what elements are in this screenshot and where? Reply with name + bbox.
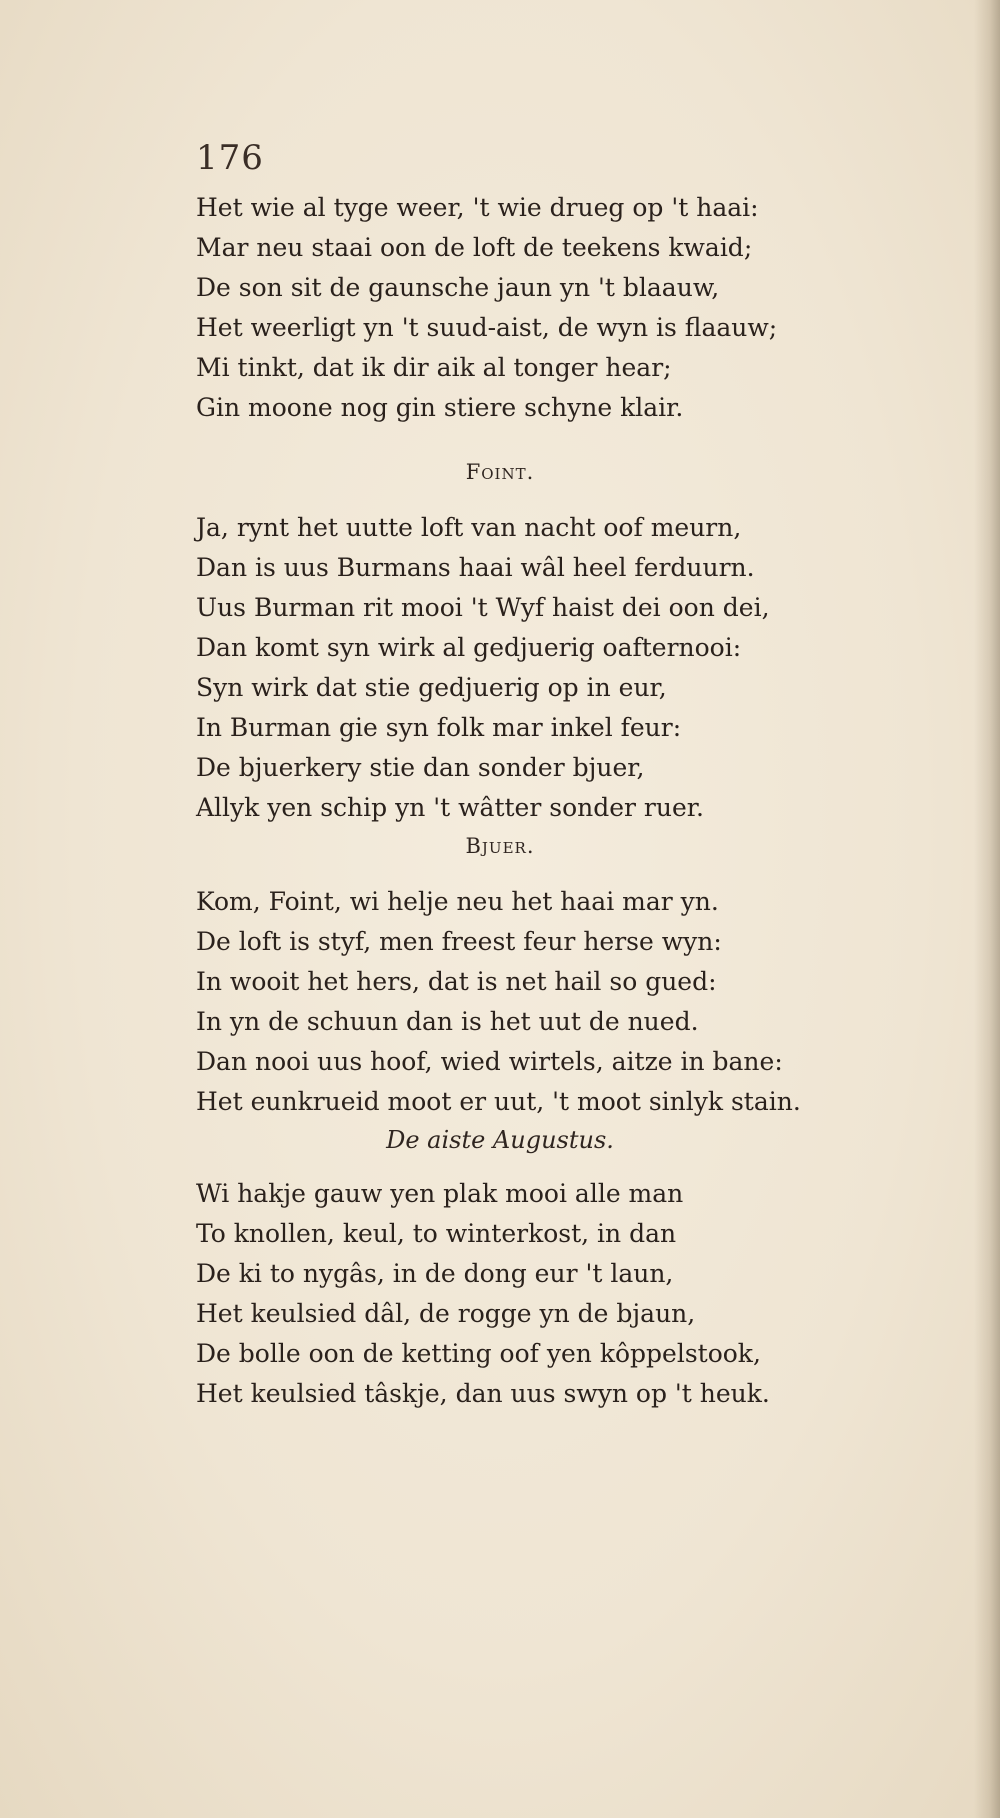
speaker-heading: Foint. — [465, 460, 535, 484]
verse-line: Allyk yen schip yn 't wâtter sonder ruer. — [196, 793, 704, 822]
verse-line: Mi tinkt, dat ik dir aik al tonger hear; — [196, 353, 672, 382]
verse-line: Uus Burman rit mooi 't Wyf haist dei oon dei, — [196, 593, 770, 622]
verse-line: Het wie al tyge weer, 't wie drueg op 't haai: — [196, 193, 759, 222]
verse-line: Wi hakje gauw yen plak mooi alle man — [196, 1179, 684, 1208]
verse-line: Mar neu staai oon de loft de teekens kwaid; — [196, 233, 753, 262]
verse-line: Syn wirk dat stie gedjuerig op in eur, — [196, 673, 667, 702]
verse-line: In yn de schuun dan is het uut de nued. — [196, 1007, 699, 1036]
verse-line: De ki to nygâs, in de dong eur 't laun, — [196, 1259, 674, 1288]
verse-line: Dan nooi uus hoof, wied wirtels, aitze in bane: — [196, 1047, 783, 1076]
verse-line: Het weerligt yn 't suud-aist, de wyn is flaauw; — [196, 313, 778, 342]
verse-line: In Burman gie syn folk mar inkel feur: — [196, 713, 682, 742]
verse-line: Het keulsied tâskje, dan uus swyn op 't heuk. — [196, 1379, 770, 1408]
verse-line: Dan is uus Burmans haai wâl heel ferduurn. — [196, 553, 755, 582]
verse-line: De loft is styf, men freest feur herse wyn: — [196, 927, 722, 956]
verse-line: Het keulsied dâl, de rogge yn de bjaun, — [196, 1299, 696, 1328]
stanza-1 — [196, 188, 816, 428]
stanza-4 — [196, 1174, 816, 1414]
verse-line: Ja, rynt het uutte loft van nacht oof meurn, — [196, 513, 742, 542]
verse-line: Dan komt syn wirk al gedjuerig oafternooi: — [196, 633, 742, 662]
verse-line: De son sit de gaunsche jaun yn 't blaauw, — [196, 273, 720, 302]
verse-line: Gin moone nog gin stiere schyne klair. — [196, 393, 684, 422]
verse-line: De bolle oon de ketting oof yen kôppelstook, — [196, 1339, 761, 1368]
verse-line: De bjuerkery stie dan sonder bjuer, — [196, 753, 645, 782]
verse-line: In wooit het hers, dat is net hail so gued: — [196, 967, 717, 996]
stanza-3 — [196, 882, 816, 1122]
stanza-2 — [196, 508, 816, 828]
verse-line: Het eunkrueid moot er uut, 't moot sinlyk stain. — [196, 1087, 801, 1116]
verse-line: To knollen, keul, to winterkost, in dan — [196, 1219, 677, 1248]
page-edge-shadow — [974, 0, 1000, 1818]
page-number: 176 — [196, 138, 264, 178]
section-title: De aiste Augustus. — [386, 1126, 614, 1154]
speaker-heading: Bjuer. — [465, 834, 535, 858]
verse-line: Kom, Foint, wi helje neu het haai mar yn. — [196, 887, 719, 916]
